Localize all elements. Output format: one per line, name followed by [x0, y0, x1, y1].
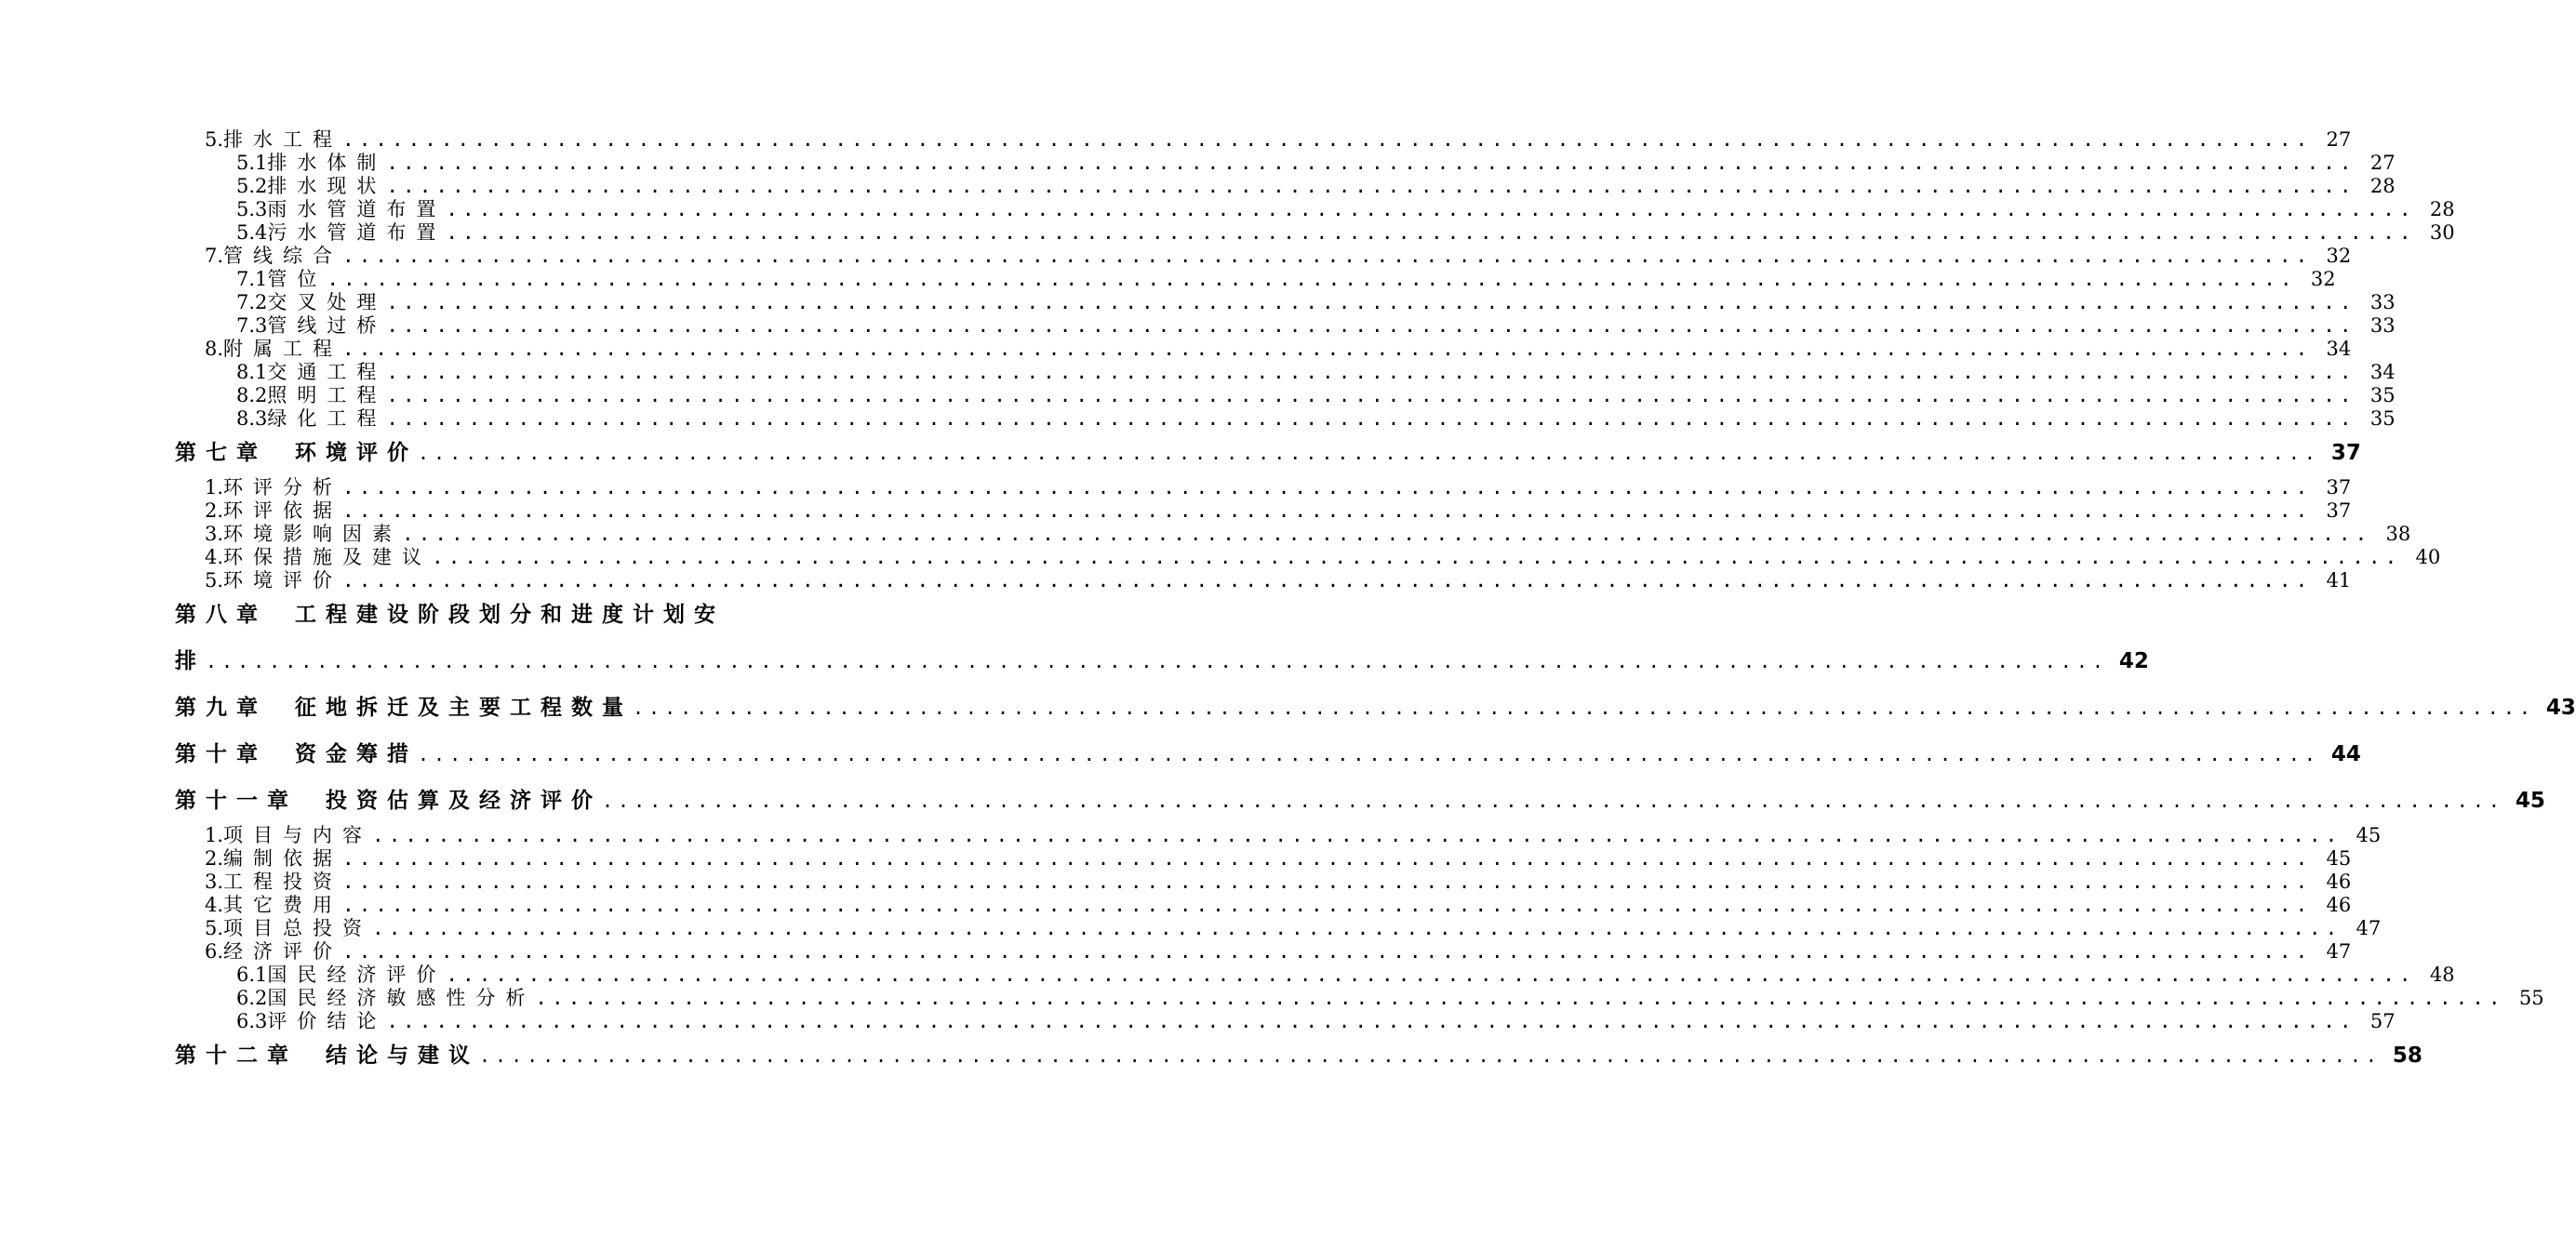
section-number: 4.: [205, 894, 224, 916]
section-title: 其它费用: [223, 894, 343, 916]
chapter-title: 征地拆迁及主要工程数量: [295, 696, 633, 720]
dot-leader: ........................................................................................................................: [342, 245, 2313, 267]
section-title: 工程投资: [223, 871, 343, 893]
dot-leader: ........................................................................................................................: [342, 338, 2313, 360]
page-number: 33: [2369, 291, 2396, 313]
page-number: 35: [2369, 384, 2396, 406]
toc-section-entry[interactable]: [205, 917, 2382, 940]
toc-section-entry[interactable]: [205, 476, 2352, 499]
dot-leader: ........................................................................................................................: [386, 152, 2356, 174]
dot-leader: ........................................................................................................................: [386, 314, 2356, 337]
section-number: 2.: [205, 499, 224, 522]
section-number: 8.: [205, 338, 224, 360]
section-title: 国民经济敏感性分析: [267, 987, 536, 1009]
dot-leader: ........................................................................................................................: [535, 987, 2505, 1009]
section-number: 3.: [205, 871, 224, 893]
chapter-title: 资金筹措: [295, 742, 418, 766]
section-title: 国民经济评价: [267, 964, 447, 986]
toc-section-entry[interactable]: [205, 499, 2352, 523]
page-number: 58: [2392, 1044, 2423, 1068]
toc-chapter-continuation[interactable]: [175, 647, 2149, 675]
toc-section-entry[interactable]: [236, 291, 2396, 314]
toc-section-entry[interactable]: [205, 871, 2352, 894]
toc-chapter-entry[interactable]: [175, 1042, 2423, 1070]
dot-leader: ........................................................................................................................: [342, 871, 2313, 893]
page-number: 45: [2356, 824, 2382, 846]
section-number: 8.3: [236, 407, 268, 430]
page-number: 37: [2326, 499, 2352, 522]
section-title: 雨水管道布置: [267, 198, 447, 220]
section-title: 环保措施及建议: [223, 546, 433, 568]
section-number: 6.2: [236, 987, 268, 1009]
section-number: 8.1: [236, 361, 268, 383]
section-number: 5.4: [236, 221, 268, 244]
chapter-title: 投资估算及经济评价: [326, 789, 602, 813]
chapter-number: 第七章: [175, 441, 267, 465]
section-number: 8.2: [236, 384, 268, 406]
toc-chapter-entry[interactable]: [175, 787, 2545, 815]
section-number: 5.3: [236, 198, 268, 220]
dot-leader: ........................................................................................................................: [342, 569, 2313, 592]
page-number: 32: [2326, 245, 2352, 267]
page-number: 40: [2415, 546, 2441, 568]
page-number: 48: [2429, 964, 2455, 986]
dot-leader: ........................................................................................................................: [446, 221, 2416, 244]
chapter-title-continuation: 排: [175, 649, 206, 673]
page-number: 34: [2369, 361, 2396, 383]
toc-section-entry[interactable]: [236, 987, 2544, 1010]
section-title: 排水工程: [223, 128, 343, 151]
dot-leader: ........................................................................................................................: [432, 546, 2402, 568]
section-number: 7.1: [236, 268, 268, 290]
section-title: 绿化工程: [267, 407, 387, 430]
section-number: 5.: [205, 917, 224, 939]
toc-section-entry[interactable]: [205, 128, 2352, 152]
page-number: 28: [2369, 175, 2396, 197]
section-number: 1.: [205, 824, 224, 846]
section-title: 污水管道布置: [267, 221, 447, 244]
dot-leader: ........................................................................................................................: [342, 940, 2313, 963]
section-title: 环境评价: [223, 569, 343, 592]
section-title: 照明工程: [267, 384, 387, 406]
section-title: 环境影响因素: [223, 523, 403, 545]
dot-leader: ........................................................................................................................: [342, 476, 2313, 499]
section-title: 排水现状: [267, 175, 387, 197]
toc-section-entry[interactable]: [205, 546, 2441, 569]
section-number: 4.: [205, 546, 224, 568]
section-number: 7.3: [236, 314, 268, 337]
page-number: 38: [2385, 523, 2411, 545]
page-number: 41: [2326, 569, 2352, 592]
toc-section-entry[interactable]: [236, 198, 2455, 221]
toc-section-entry[interactable]: [236, 384, 2396, 407]
section-number: 5.: [205, 569, 224, 592]
dot-leader: ........................................................................................................................: [327, 268, 2297, 290]
chapter-title: 环境评价: [295, 441, 418, 465]
chapter-number: 第十二章: [175, 1044, 298, 1068]
section-title: 项目总投资: [223, 917, 373, 939]
section-title: 项目与内容: [223, 824, 373, 846]
section-title: 管线综合: [223, 245, 343, 267]
page-number: 55: [2518, 987, 2544, 1009]
toc-section-entry[interactable]: [236, 1010, 2396, 1033]
dot-leader: ........................................................................................................................: [386, 1010, 2356, 1032]
toc-chapter-entry[interactable]: [175, 601, 839, 629]
section-number: 6.: [205, 940, 224, 963]
page-number: 46: [2326, 894, 2352, 916]
page-number: 46: [2326, 871, 2352, 893]
page-number: 27: [2326, 128, 2352, 151]
page-number: 34: [2326, 338, 2352, 360]
dot-leader: ........................................................................................................................: [479, 1044, 2382, 1067]
section-number: 5.: [205, 128, 224, 151]
dot-leader: ........................................................................................................................: [386, 175, 2356, 197]
toc-section-entry[interactable]: [205, 338, 2352, 361]
toc-section-entry[interactable]: [236, 175, 2396, 198]
toc-section-entry[interactable]: [236, 152, 2396, 175]
section-number: 5.2: [236, 175, 268, 197]
page-number: 44: [2330, 742, 2361, 766]
chapter-number: 第十章: [175, 742, 267, 766]
page-number: 42: [2118, 649, 2149, 673]
page-number: 37: [2330, 441, 2361, 465]
toc-section-entry[interactable]: [236, 361, 2396, 384]
section-number: 6.1: [236, 964, 268, 986]
toc-section-entry[interactable]: [205, 824, 2382, 847]
dot-leader: ........................................................................................................................: [386, 407, 2356, 430]
page-number: 35: [2369, 407, 2396, 430]
page-number: 57: [2369, 1010, 2396, 1032]
dot-leader: ........................................................................................................................: [386, 384, 2356, 406]
page-number: 47: [2326, 940, 2352, 963]
dot-leader: ........................................................................................................................: [372, 824, 2342, 846]
section-number: 1.: [205, 476, 224, 499]
dot-leader: ........................................................................................................................: [633, 697, 2535, 719]
chapter-title: 工程建设阶段划分和进度计划安: [295, 603, 725, 627]
section-title: 交叉处理: [267, 291, 387, 313]
toc-chapter-entry[interactable]: [175, 694, 2576, 722]
chapter-title: 结论与建议: [326, 1044, 479, 1068]
section-title: 经济评价: [223, 940, 343, 963]
toc-section-entry[interactable]: [205, 569, 2352, 592]
page-number: 37: [2326, 476, 2352, 499]
page-number: 33: [2369, 314, 2396, 337]
chapter-number: 第八章: [175, 603, 267, 627]
dot-leader: ........................................................................................................................: [342, 128, 2313, 151]
section-number: 2.: [205, 847, 224, 870]
chapter-number: 第九章: [175, 696, 267, 720]
dot-leader: ........................................................................................................................: [206, 650, 2108, 672]
dot-leader: ........................................................................................................................: [446, 964, 2416, 986]
dot-leader: ........................................................................................................................: [342, 499, 2313, 522]
dot-leader: ........................................................................................................................: [342, 894, 2313, 916]
section-title: 附属工程: [223, 338, 343, 360]
page-number: 27: [2369, 152, 2396, 174]
toc-chapter-entry[interactable]: [175, 740, 2361, 768]
dot-leader: ........................................................................................................................: [418, 743, 2320, 765]
page-number: 28: [2429, 198, 2455, 220]
page-number: 47: [2356, 917, 2382, 939]
dot-leader: ........................................................................................................................: [342, 847, 2313, 870]
section-title: 排水体制: [267, 152, 387, 174]
section-title: 环评依据: [223, 499, 343, 522]
chapter-number: 第十一章: [175, 789, 298, 813]
section-number: 3.: [205, 523, 224, 545]
page-number: 45: [2515, 789, 2545, 813]
toc-section-entry[interactable]: [205, 847, 2352, 871]
dot-leader: ........................................................................................................................: [446, 198, 2416, 220]
section-title: 评价结论: [267, 1010, 387, 1032]
page-number: 30: [2429, 221, 2455, 244]
page-number: 32: [2310, 268, 2336, 290]
dot-leader: ........................................................................................................................: [386, 291, 2356, 313]
toc-section-entry[interactable]: [236, 221, 2455, 245]
section-title: 管线过桥: [267, 314, 387, 337]
toc-section-entry[interactable]: [236, 268, 2336, 291]
dot-leader: ........................................................................................................................: [372, 917, 2342, 939]
toc-chapter-entry[interactable]: [175, 439, 2361, 467]
dot-leader: ........................................................................................................................: [602, 790, 2504, 812]
toc-section-entry[interactable]: [236, 964, 2455, 987]
section-title: 编制依据: [223, 847, 343, 870]
toc-section-entry[interactable]: [205, 894, 2352, 917]
dot-leader: ........................................................................................................................: [386, 361, 2356, 383]
section-number: 7.2: [236, 291, 268, 313]
dot-leader: ........................................................................................................................: [418, 442, 2320, 464]
section-title: 交通工程: [267, 361, 387, 383]
toc-section-entry[interactable]: [205, 940, 2352, 964]
page-number: 43: [2545, 696, 2576, 720]
section-title: 环评分析: [223, 476, 343, 499]
toc-section-entry[interactable]: [205, 245, 2352, 268]
section-title: 管位: [267, 268, 327, 290]
section-number: 5.1: [236, 152, 268, 174]
toc-section-entry[interactable]: [205, 523, 2411, 546]
toc-section-entry[interactable]: [236, 314, 2396, 338]
page-number: 45: [2326, 847, 2352, 870]
section-number: 6.3: [236, 1010, 268, 1032]
dot-leader: ........................................................................................................................: [402, 523, 2372, 545]
section-number: 7.: [205, 245, 224, 267]
toc-section-entry[interactable]: [236, 407, 2396, 431]
